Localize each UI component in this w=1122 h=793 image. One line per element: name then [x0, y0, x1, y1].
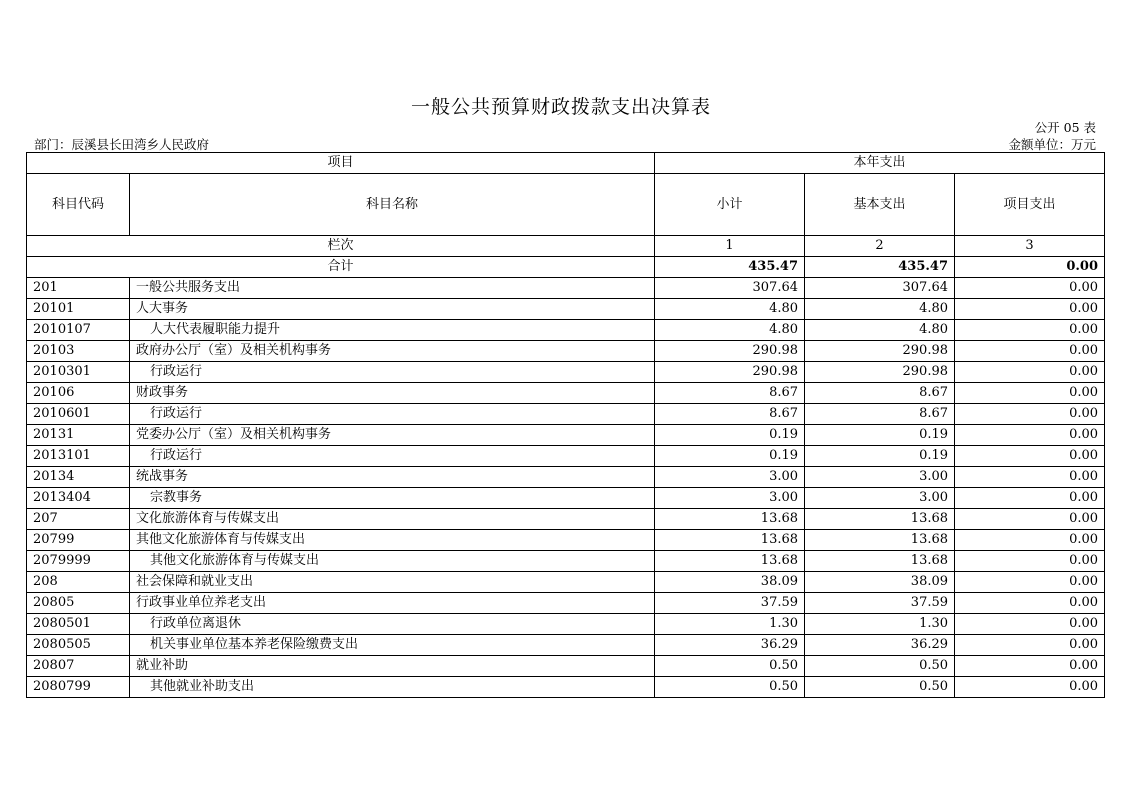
row-name: 文化旅游体育与传媒支出 — [130, 509, 655, 530]
row-basic: 13.68 — [805, 551, 955, 572]
table-row — [27, 677, 1105, 698]
row-project: 0.00 — [955, 593, 1105, 614]
row-name: 其他文化旅游体育与传媒支出 — [130, 551, 655, 572]
row-subtotal: 3.00 — [655, 488, 805, 509]
department-label: 部门：辰溪县长田湾乡人民政府 — [34, 137, 210, 152]
row-code: 20807 — [27, 656, 130, 677]
table-row — [27, 656, 1105, 677]
row-project: 0.00 — [955, 635, 1105, 656]
table-row — [27, 530, 1105, 551]
row-subtotal: 307.64 — [655, 278, 805, 299]
row-code: 208 — [27, 572, 130, 593]
row-code: 2080505 — [27, 635, 130, 656]
header-project: 项目支出 — [955, 174, 1105, 236]
row-code: 2013101 — [27, 446, 130, 467]
row-code: 20131 — [27, 425, 130, 446]
row-subtotal: 0.19 — [655, 425, 805, 446]
row-name: 人大事务 — [130, 299, 655, 320]
row-subtotal: 8.67 — [655, 383, 805, 404]
table-row — [27, 467, 1105, 488]
row-name: 行政事业单位养老支出 — [130, 593, 655, 614]
row-name: 机关事业单位基本养老保险缴费支出 — [130, 635, 655, 656]
row-project: 0.00 — [955, 383, 1105, 404]
row-project: 0.00 — [955, 320, 1105, 341]
header-row-1 — [27, 153, 1105, 174]
row-basic: 1.30 — [805, 614, 955, 635]
row-name: 政府办公厅（室）及相关机构事务 — [130, 341, 655, 362]
row-project: 0.00 — [955, 446, 1105, 467]
row-basic: 36.29 — [805, 635, 955, 656]
row-name: 财政事务 — [130, 383, 655, 404]
row-subtotal: 0.19 — [655, 446, 805, 467]
table-body — [27, 153, 1105, 698]
row-project: 0.00 — [955, 341, 1105, 362]
row-basic: 0.19 — [805, 446, 955, 467]
header-code: 科目代码 — [27, 174, 130, 236]
row-subtotal: 38.09 — [655, 572, 805, 593]
expenditure-table — [26, 152, 1105, 698]
table-row — [27, 278, 1105, 299]
row-name: 行政运行 — [130, 446, 655, 467]
table-row — [27, 383, 1105, 404]
total-project: 0.00 — [955, 257, 1105, 278]
column-index-2: 2 — [805, 236, 955, 257]
table-row — [27, 614, 1105, 635]
total-subtotal: 435.47 — [655, 257, 805, 278]
row-code: 20106 — [27, 383, 130, 404]
column-index-1: 1 — [655, 236, 805, 257]
row-basic: 13.68 — [805, 509, 955, 530]
row-code: 2013404 — [27, 488, 130, 509]
row-code: 2010601 — [27, 404, 130, 425]
row-basic: 4.80 — [805, 320, 955, 341]
header-basic: 基本支出 — [805, 174, 955, 236]
table-row — [27, 488, 1105, 509]
row-basic: 290.98 — [805, 362, 955, 383]
row-name: 就业补助 — [130, 656, 655, 677]
row-project: 0.00 — [955, 404, 1105, 425]
row-project: 0.00 — [955, 530, 1105, 551]
row-subtotal: 13.68 — [655, 509, 805, 530]
header-subtotal: 小计 — [655, 174, 805, 236]
row-subtotal: 290.98 — [655, 341, 805, 362]
row-code: 20134 — [27, 467, 130, 488]
total-basic: 435.47 — [805, 257, 955, 278]
table-row — [27, 635, 1105, 656]
row-basic: 8.67 — [805, 383, 955, 404]
table-row — [27, 509, 1105, 530]
row-project: 0.00 — [955, 278, 1105, 299]
row-project: 0.00 — [955, 362, 1105, 383]
row-code: 20805 — [27, 593, 130, 614]
row-subtotal: 3.00 — [655, 467, 805, 488]
row-name: 社会保障和就业支出 — [130, 572, 655, 593]
row-basic: 3.00 — [805, 488, 955, 509]
table-row — [27, 320, 1105, 341]
row-subtotal: 4.80 — [655, 320, 805, 341]
row-project: 0.00 — [955, 572, 1105, 593]
row-subtotal: 0.50 — [655, 656, 805, 677]
table-row — [27, 362, 1105, 383]
row-subtotal: 13.68 — [655, 551, 805, 572]
header-row-2 — [27, 174, 1105, 236]
row-project: 0.00 — [955, 551, 1105, 572]
total-row — [27, 257, 1105, 278]
header-current-year: 本年支出 — [655, 153, 1105, 174]
row-code: 20101 — [27, 299, 130, 320]
row-name: 人大代表履职能力提升 — [130, 320, 655, 341]
table-row — [27, 446, 1105, 467]
row-basic: 307.64 — [805, 278, 955, 299]
row-basic: 3.00 — [805, 467, 955, 488]
row-basic: 0.50 — [805, 656, 955, 677]
row-code: 2080799 — [27, 677, 130, 698]
column-index-label: 栏次 — [27, 236, 655, 257]
row-name: 党委办公厅（室）及相关机构事务 — [130, 425, 655, 446]
row-code: 201 — [27, 278, 130, 299]
table-row — [27, 299, 1105, 320]
row-subtotal: 37.59 — [655, 593, 805, 614]
row-name: 行政运行 — [130, 362, 655, 383]
row-basic: 290.98 — [805, 341, 955, 362]
table-row — [27, 593, 1105, 614]
row-name: 行政单位离退休 — [130, 614, 655, 635]
row-name: 行政运行 — [130, 404, 655, 425]
row-project: 0.00 — [955, 488, 1105, 509]
unit-label: 金额单位：万元 — [1008, 137, 1096, 152]
row-project: 0.00 — [955, 614, 1105, 635]
table-row — [27, 572, 1105, 593]
row-code: 2079999 — [27, 551, 130, 572]
row-basic: 37.59 — [805, 593, 955, 614]
row-basic: 0.50 — [805, 677, 955, 698]
row-code: 2010301 — [27, 362, 130, 383]
row-code: 20799 — [27, 530, 130, 551]
table-row — [27, 341, 1105, 362]
row-name: 其他就业补助支出 — [130, 677, 655, 698]
total-label: 合计 — [27, 257, 655, 278]
row-subtotal: 36.29 — [655, 635, 805, 656]
header-item: 项目 — [27, 153, 655, 174]
row-project: 0.00 — [955, 509, 1105, 530]
row-code: 207 — [27, 509, 130, 530]
row-code: 2080501 — [27, 614, 130, 635]
column-index-3: 3 — [955, 236, 1105, 257]
row-subtotal: 13.68 — [655, 530, 805, 551]
row-name: 统战事务 — [130, 467, 655, 488]
row-project: 0.00 — [955, 677, 1105, 698]
row-project: 0.00 — [955, 656, 1105, 677]
column-index-row — [27, 236, 1105, 257]
row-subtotal: 4.80 — [655, 299, 805, 320]
row-project: 0.00 — [955, 467, 1105, 488]
row-basic: 13.68 — [805, 530, 955, 551]
row-project: 0.00 — [955, 425, 1105, 446]
table-row — [27, 551, 1105, 572]
table-row — [27, 404, 1105, 425]
row-basic: 0.19 — [805, 425, 955, 446]
row-name: 其他文化旅游体育与传媒支出 — [130, 530, 655, 551]
row-name: 宗教事务 — [130, 488, 655, 509]
header-name: 科目名称 — [130, 174, 655, 236]
row-subtotal: 0.50 — [655, 677, 805, 698]
row-subtotal: 290.98 — [655, 362, 805, 383]
row-project: 0.00 — [955, 299, 1105, 320]
table-row — [27, 425, 1105, 446]
row-basic: 4.80 — [805, 299, 955, 320]
row-subtotal: 1.30 — [655, 614, 805, 635]
row-code: 20103 — [27, 341, 130, 362]
row-code: 2010107 — [27, 320, 130, 341]
report-title: 一般公共预算财政拨款支出决算表 — [410, 96, 711, 118]
row-basic: 38.09 — [805, 572, 955, 593]
row-basic: 8.67 — [805, 404, 955, 425]
row-subtotal: 8.67 — [655, 404, 805, 425]
row-name: 一般公共服务支出 — [130, 278, 655, 299]
form-number: 公开 05 表 — [1034, 120, 1096, 135]
